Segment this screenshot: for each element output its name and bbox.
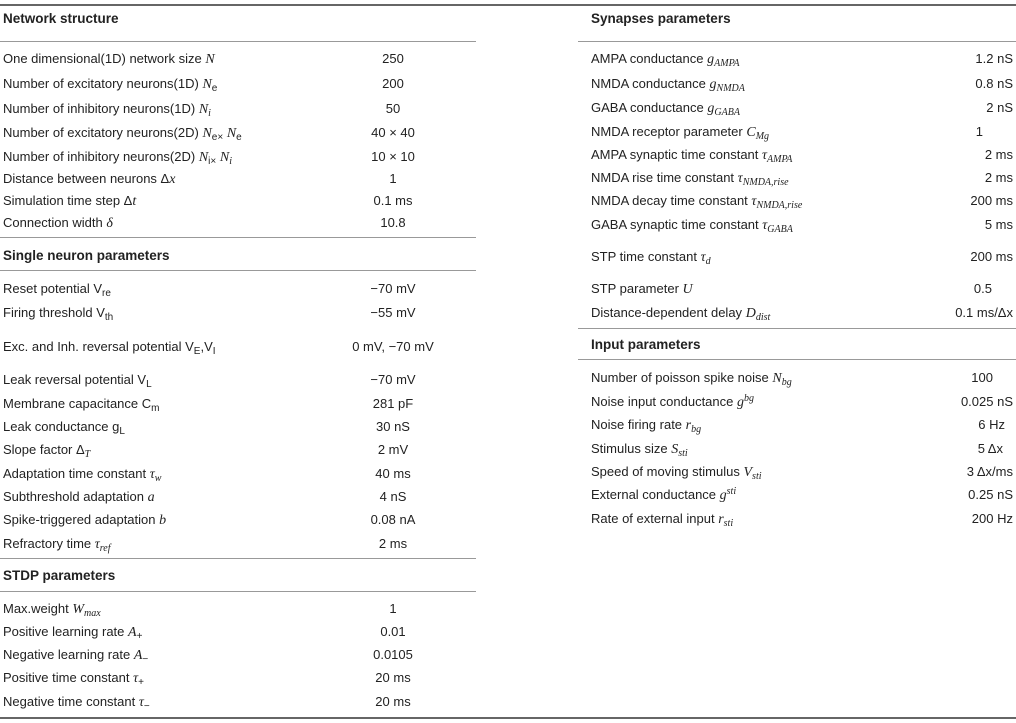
table-bottom-rule [0,717,1016,719]
table-row: Adaptation time constant $\tau_w$ 40 ms [3,466,411,484]
table-row: Stimulus size $S_{sti}$ 5 Δx [591,441,1003,459]
table-row: Firing threshold $V_{th}$ −55 mV [3,305,416,323]
table-row: Distance-dependent delay $D_{dist}$ 0.1 ms/Δx [591,305,1013,323]
table-row: Slope factor $\Delta_T$ 2 mV [3,442,409,460]
table-row: Distance between neurons Δx 1 [3,171,397,187]
table-row: Subthreshold adaptation a 4 nS [3,489,407,505]
table-row: Number of excitatory neurons(2D) $N_{e\times}$ $N_e$ 40 × 40 [3,125,415,143]
section-rule [578,41,1016,42]
table-row: AMPA synaptic time constant $\tau_{AMPA}$ 2 ms [591,147,1013,165]
table-row: Number of inhibitory neurons(1D) $N_i$ 50 [3,101,401,119]
table-row: Reset potential $V_{re}$ −70 mV [3,281,416,299]
table-row: Noise firing rate $r_{bg}$ 6 Hz [591,417,1005,435]
section-title-synapses: Synapses parameters [591,11,731,26]
table-row: GABA synaptic time constant $\tau_{GABA}$ 5 ms [591,217,1013,235]
table-row: Connection width δ 10.8 [3,215,406,231]
section-title-network: Network structure [3,11,119,26]
section-rule [578,328,1016,329]
table-row: Noise input conductance $g^{bg}$ 0.025 nS [591,393,1013,410]
table-row: Membrane capacitance $C_m$ 281 pF [3,396,414,414]
table-row: Leak conductance $g_L$ 30 nS [3,419,410,437]
table-row: Leak reversal potential $V_L$ −70 mV [3,372,416,390]
table-row: Exc. and Inh. reversal potential $V_E,V_I$ 0 mV, −70 mV [3,339,434,357]
section-rule [0,41,476,42]
table-row: Number of poisson spike noise $N_{bg}$ 100 [591,370,993,388]
section-rule [0,237,476,238]
table-top-rule [0,4,1016,6]
table-row: Spike-triggered adaptation b 0.08 nA [3,512,416,528]
table-row: One dimensional(1D) network size N 250 [3,51,404,67]
table-row: GABA conductance $g_{GABA}$ 2 nS [591,100,1013,118]
section-title-input: Input parameters [591,337,701,352]
section-rule [0,270,476,271]
table-row: Speed of moving stimulus $V_{sti}$ 3 Δx/ms [591,464,1013,482]
table-row: Max.weight $W_{max}$ 1 [3,601,397,619]
table-row: Rate of external input $r_{sti}$ 200 Hz [591,511,1013,529]
table-row: Positive time constant $\tau_+$ 20 ms [3,670,411,688]
section-rule [0,558,476,559]
table-row: Refractory time $\tau_{ref}$ 2 ms [3,536,408,554]
table-row: Negative time constant $\tau_-$ 20 ms [3,694,411,712]
table-row: Number of excitatory neurons(1D) $N_e$ 200 [3,76,404,94]
section-rule [0,591,476,592]
section-title-single-neuron: Single neuron parameters [3,248,170,263]
table-row: External conductance $g^{sti}$ 0.25 nS [591,486,1013,503]
table-row: Number of inhibitory neurons(2D) $N_{i\times}$ $N_i$ 10 × 10 [3,149,415,167]
table-row: NMDA receptor parameter $C_{Mg}$ 1 [591,124,983,142]
table-row: Positive learning rate $A_+$ 0.01 [3,624,406,642]
section-rule [578,359,1016,360]
table-row: Negative learning rate $A_-$ 0.0105 [3,647,413,665]
table-row: Simulation time step Δt 0.1 ms [3,193,413,209]
table-row: STP time constant $\tau_d$ 200 ms [591,249,1013,267]
section-title-stdp: STDP parameters [3,568,116,583]
table-row: AMPA conductance $g_{AMPA}$ 1.2 nS [591,51,1013,69]
table-row: NMDA decay time constant $\tau_{NMDA,rise}$ 200 ms [591,193,1013,211]
table-row: NMDA conductance $g_{NMDA}$ 0.8 nS [591,76,1013,94]
table-row: NMDA rise time constant $\tau_{NMDA,rise}$ 2 ms [591,170,1013,188]
table-row: STP parameter U 0.5 [591,281,992,297]
